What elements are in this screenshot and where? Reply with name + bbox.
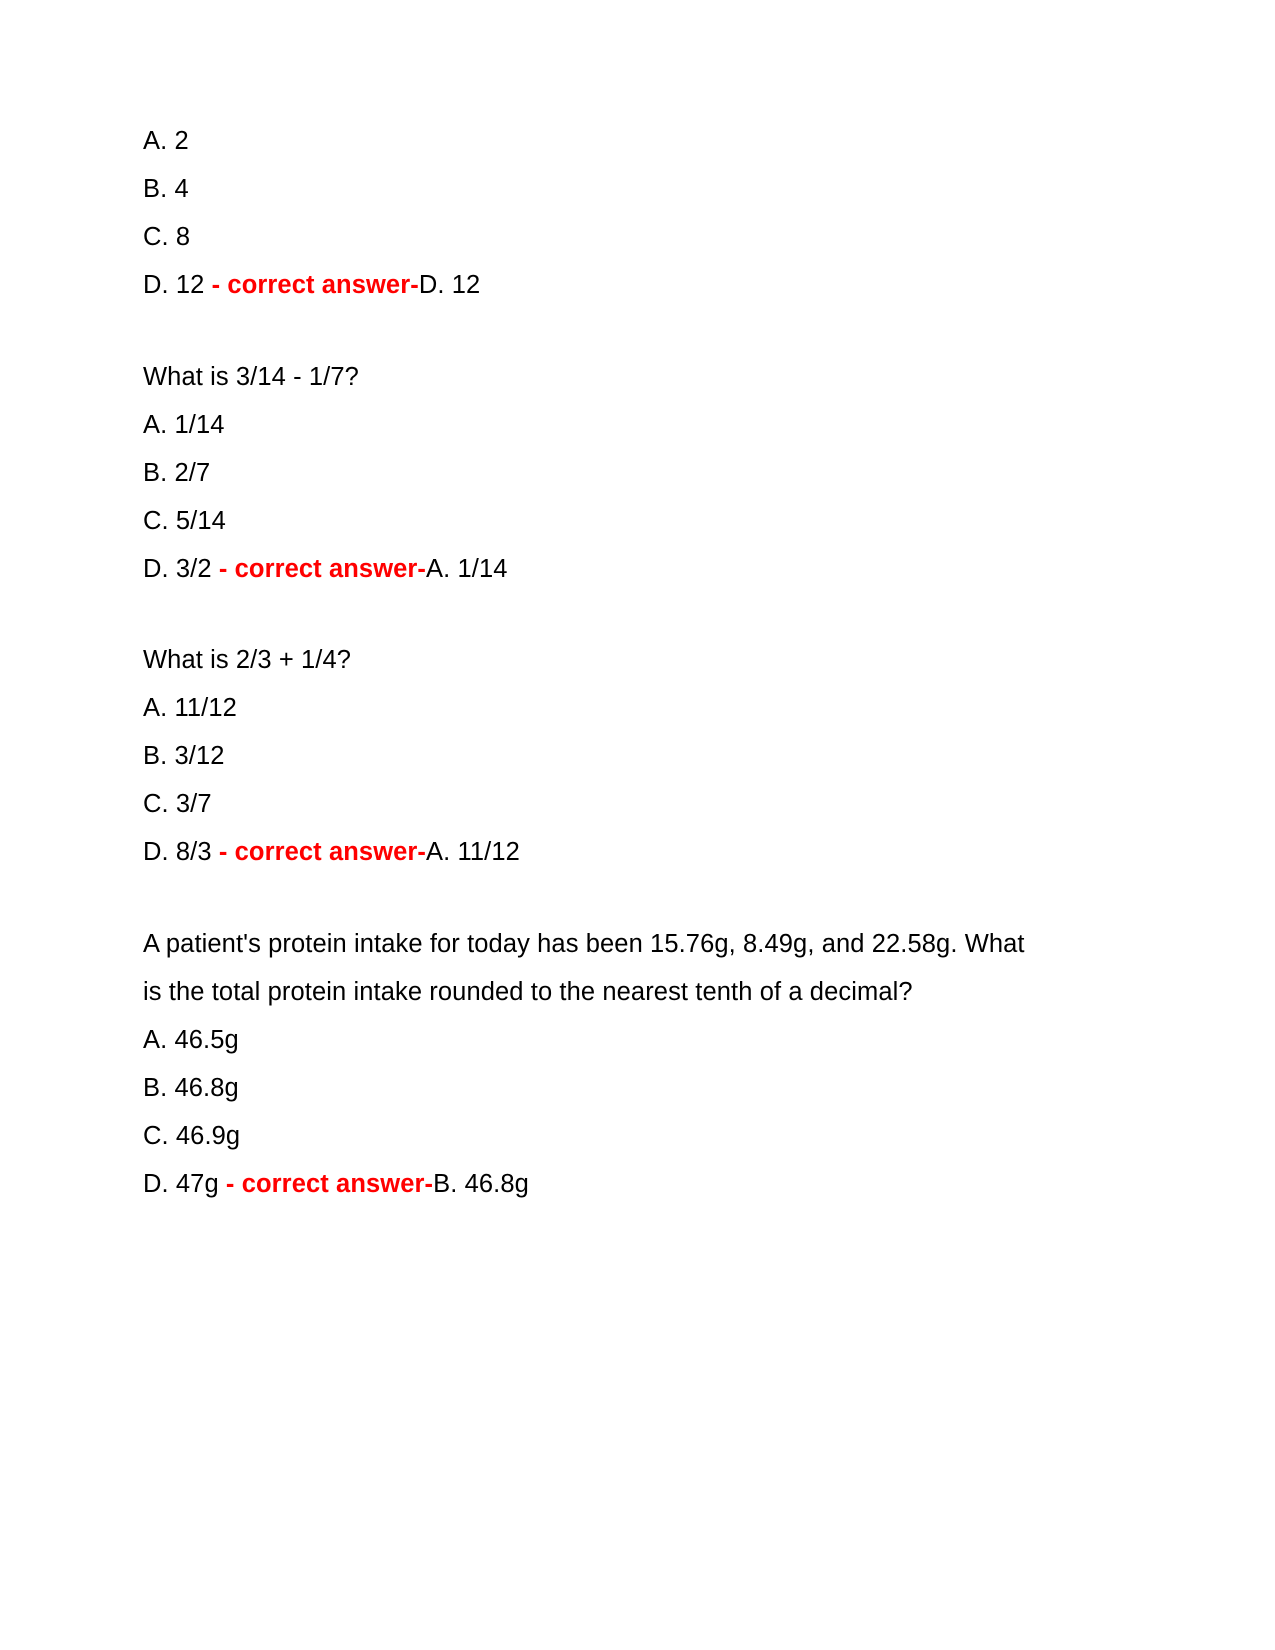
option-b: B. 4 xyxy=(143,174,189,203)
question-stem: What is 2/3 + 1/4? xyxy=(143,646,352,675)
correct-answer-value: A. 11/12 xyxy=(426,838,520,867)
document-body xyxy=(143,118,1048,1209)
correct-answer-marker: - correct answer- xyxy=(218,838,427,867)
option-a: A. 2 xyxy=(143,127,189,155)
question-block xyxy=(143,118,1048,310)
option-a: A. 46.5g xyxy=(143,1026,239,1054)
correct-answer-marker: - correct answer- xyxy=(218,554,427,583)
option-a: A. 11/12 xyxy=(143,694,237,723)
option-d-label: D. 3/2 xyxy=(143,554,219,583)
option-c: C. 5/14 xyxy=(143,506,226,535)
correct-answer-value: D. 12 xyxy=(418,270,481,299)
option-c: C. 8 xyxy=(143,222,191,251)
option-d-answer-line xyxy=(143,829,1048,877)
option-c: C. 46.9g xyxy=(143,1121,241,1150)
correct-answer-marker: - correct answer- xyxy=(225,1169,434,1198)
option-d-label: D. 12 xyxy=(143,270,212,299)
option-c: C. 3/7 xyxy=(143,790,212,819)
option-a: A. 1/14 xyxy=(143,410,225,439)
question-block xyxy=(143,354,1048,594)
option-d-answer-line xyxy=(143,1161,1048,1209)
option-b: B. 2/7 xyxy=(143,458,211,487)
option-d-label: D. 47g xyxy=(143,1169,226,1198)
question-stem: What is 3/14 - 1/7? xyxy=(143,362,359,391)
question-block xyxy=(143,637,1048,877)
question-stem: A patient's protein intake for today has been 15.76g, 8.49g, and 22.58g. What is the total protein intake rounded to the nearest tenth of a decimal? xyxy=(143,930,1025,1007)
correct-answer-value: A. 1/14 xyxy=(426,554,508,583)
option-b: B. 46.8g xyxy=(143,1073,239,1102)
option-d-answer-line xyxy=(143,546,1048,594)
correct-answer-marker: - correct answer- xyxy=(211,270,419,299)
option-d-answer-line xyxy=(143,262,1048,310)
option-d-label: D. 8/3 xyxy=(143,838,219,867)
correct-answer-value: B. 46.8g xyxy=(433,1169,529,1198)
question-block xyxy=(143,921,1048,1209)
option-b: B. 3/12 xyxy=(143,742,225,771)
